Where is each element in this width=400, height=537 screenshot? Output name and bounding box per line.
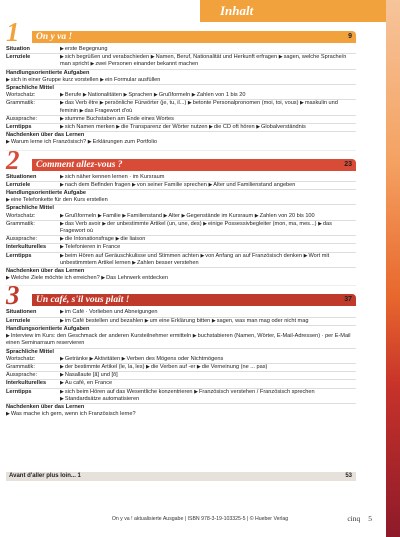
entry-item: sich in einer Gruppe kurz vorstellen	[10, 76, 99, 83]
entry-values	[60, 92, 356, 99]
arrow-icon: ▶	[278, 54, 283, 61]
entry-item: im Café bestellen und bezahlen	[64, 317, 144, 324]
row-label: Wortschatz:	[6, 212, 36, 219]
divider	[6, 285, 356, 286]
section-label: Handlungsorientierte Aufgabe	[6, 190, 86, 197]
row-label: Situationen	[6, 173, 37, 180]
entry-item: Das Lehrwerk entdecken	[106, 275, 168, 282]
entry-values	[6, 197, 356, 204]
arrow-icon: ▶	[300, 100, 304, 107]
mittel-row	[6, 116, 356, 124]
arrow-icon: ▶	[123, 92, 128, 99]
entry-item: zwei Personen einander bekannt machen	[95, 61, 199, 68]
mittel-row	[6, 213, 356, 221]
unit-page-number: 9	[348, 33, 352, 40]
unit-header[interactable]	[6, 144, 356, 175]
entry-item: die Intonationsfrage	[64, 236, 114, 243]
row-label: Lerntipps	[6, 124, 32, 131]
row-label: Lernziele	[6, 181, 31, 188]
unit-number: 2	[6, 144, 20, 175]
entry-item: persönliche Fürwörter (je, tu, il...)	[104, 100, 187, 107]
nachdenken-row	[6, 275, 356, 282]
entry-item: das Verb être	[64, 100, 99, 107]
arrow-icon: ▶	[146, 363, 150, 370]
row-label: Lerntipps	[6, 252, 32, 259]
side-color-stripe	[386, 0, 400, 537]
lerntipps-row	[6, 389, 356, 404]
aufgaben-row	[6, 333, 356, 348]
entry-item: Erklärungen zum Portfolio	[92, 139, 157, 146]
entry-item: Nasallaute [ã] und [õ]	[64, 372, 118, 379]
entry-values	[60, 253, 356, 267]
unit-title: On y va !	[36, 32, 73, 42]
row-label: Aussprache:	[6, 372, 38, 379]
arrow-icon: ▶	[60, 100, 64, 107]
arrow-icon: ▶	[60, 317, 64, 324]
entry-item: die Verneinung (ne ... pas)	[201, 363, 268, 370]
table-of-contents	[6, 17, 356, 418]
arrow-icon: ▶	[254, 212, 259, 219]
arrow-icon: ▶	[100, 76, 104, 83]
nachdenken-row	[6, 139, 356, 146]
arrow-icon: ▶	[60, 363, 64, 370]
row-value	[60, 244, 356, 251]
mittel-row	[6, 92, 356, 100]
entry-item: betonte Personalpronomen (moi, toi, vous)	[192, 100, 299, 107]
mittel-row	[6, 356, 356, 364]
entry-values	[60, 364, 356, 371]
entry-item: Alter und Familienstand angeben	[213, 181, 296, 188]
entry-values	[60, 182, 356, 189]
page-folio	[347, 514, 372, 523]
entry-item: Familie	[102, 212, 121, 219]
entry-item: Was mache ich gern, wenn ich Französisch lerne?	[10, 411, 136, 418]
arrow-icon: ▶	[192, 333, 197, 340]
arrow-icon: ▶	[122, 212, 127, 219]
entry-item: sich näher kennen lernen · im Kursraum	[64, 173, 165, 180]
folio-page-number: 5	[368, 514, 372, 523]
entry-item: die Verben auf -er	[150, 363, 196, 370]
entry-item: erste Begegnung	[64, 46, 108, 52]
arrow-icon: ▶	[200, 252, 205, 259]
unit-block	[6, 144, 356, 287]
lerntipps-row	[6, 253, 356, 268]
unit-block	[6, 17, 356, 151]
arrow-icon: ▶	[115, 236, 120, 243]
section-label: Sprachliche Mittel	[6, 85, 54, 92]
entry-item: Verben des Mögens oder Nichtmögens	[126, 355, 224, 362]
folio-word: cinq	[347, 514, 361, 523]
arrow-icon: ▶	[211, 317, 216, 324]
unit-header[interactable]	[6, 17, 356, 47]
row-value	[60, 380, 356, 387]
entry-item: Gegenstände im Kursraum	[186, 212, 254, 219]
entry-item: maskulin und feminin	[60, 100, 338, 114]
interkulturelles-row	[6, 244, 356, 252]
row-label: Lernziele	[6, 54, 31, 61]
row-label: Grammatik:	[6, 363, 35, 370]
entry-values	[6, 139, 356, 146]
row-label: Situationen	[6, 309, 37, 316]
entry-values	[60, 54, 356, 68]
arrow-icon: ▶	[132, 181, 136, 188]
entry-item: Zahlen von 20 bis 100	[259, 212, 315, 219]
entry-values	[6, 411, 356, 418]
arrow-icon: ▶	[90, 61, 95, 68]
unit-page-number: 37	[344, 296, 352, 304]
entry-item: Warum lerne ich Französisch?	[10, 139, 87, 146]
lernziele-row	[6, 318, 356, 326]
mittel-row	[6, 221, 356, 236]
entry-item: Grußformeln	[158, 92, 191, 99]
entry-item: das Fragewort où	[60, 220, 332, 235]
arrow-icon: ▶	[303, 252, 308, 259]
arrow-icon: ▶	[82, 92, 87, 99]
unit-number: 1	[6, 17, 20, 47]
unit-block	[6, 280, 356, 418]
arrow-icon: ▶	[60, 181, 64, 188]
arrow-icon: ▶	[181, 212, 186, 219]
entry-values	[60, 356, 356, 363]
entry-item: Getränke	[64, 355, 88, 362]
arrow-icon: ▶	[60, 372, 64, 379]
entry-item: stumme Buchstaben am Ende eines Wortes	[64, 115, 174, 122]
arrow-icon: ▶	[60, 309, 64, 316]
entry-item: sich Namen merken	[64, 124, 115, 131]
arrow-icon: ▶	[6, 275, 10, 282]
entry-item: von Anfang an auf Französisch denken	[205, 252, 303, 259]
aufgaben-row	[6, 197, 356, 205]
arrow-icon: ▶	[60, 173, 64, 180]
situation-row	[6, 174, 356, 182]
entry-item: Interview im Kurs: den Geschmack der anderen Kursteilnehmer ermitteln	[10, 333, 192, 340]
row-label: Lerntipps	[6, 388, 32, 395]
entry-values	[60, 100, 356, 114]
arrow-icon: ▶	[60, 46, 64, 52]
section-label: Nachdenken über das Lernen	[6, 403, 85, 410]
entry-item: Nationalitäten	[87, 92, 122, 99]
row-label: Aussprache:	[6, 236, 38, 243]
divider	[6, 150, 356, 151]
arrow-icon: ▶	[318, 220, 322, 227]
mittel-row	[6, 364, 356, 372]
entry-item: Zahlen besser verstehen	[137, 259, 199, 266]
entry-item: beim Hören auf Geräuschkulisse und Stimmen achten	[64, 252, 199, 259]
entry-values	[6, 77, 356, 84]
arrow-icon: ▶	[116, 124, 121, 131]
row-label: Interkulturelles	[6, 380, 47, 387]
row-label: Grammatik:	[6, 220, 35, 227]
entry-item: sagen, welche Sprache/n man spricht	[60, 54, 347, 68]
arrow-icon: ▶	[187, 100, 192, 107]
section-label: Handlungsorientierte Aufgaben	[6, 69, 90, 76]
entry-values	[6, 275, 356, 282]
entry-item: Zahlen von 1 bis 20	[196, 92, 246, 99]
arrow-icon: ▶	[60, 236, 64, 243]
entry-item: die liaison	[120, 236, 146, 243]
mittel-row	[6, 372, 356, 380]
unit-page-number: 23	[344, 160, 352, 168]
lernziele-row	[6, 182, 356, 190]
entry-item: Telefonieren in France	[64, 244, 121, 251]
unit-title-bar[interactable]	[32, 294, 356, 306]
entry-item: Berufe	[64, 92, 82, 99]
arrow-icon: ▶	[153, 92, 158, 99]
arrow-icon: ▶	[60, 92, 64, 99]
arrow-icon: ▶	[60, 124, 64, 131]
entry-item: ein Formular ausfüllen	[104, 76, 161, 83]
entry-item: der bestimmte Artikel (le, la, les)	[64, 363, 145, 370]
unit-title-bar[interactable]	[32, 31, 356, 43]
unit-number: 3	[6, 280, 20, 311]
entry-item: sich begrüßen und verabschieden	[64, 54, 150, 61]
row-label: Wortschatz:	[6, 92, 36, 99]
lernziele-row	[6, 54, 356, 69]
mittel-row	[6, 236, 356, 244]
entry-values	[60, 318, 356, 325]
arrow-icon: ▶	[6, 197, 10, 204]
arrow-icon: ▶	[101, 275, 106, 282]
entry-item: Grußformeln	[64, 212, 97, 219]
section-label: Nachdenken über das Lernen	[6, 132, 85, 139]
section-label: Sprachliche Mittel	[6, 205, 54, 212]
aufgaben-row	[6, 77, 356, 85]
entry-item: Wort mit unbestimmtem Artikel lernen	[60, 252, 330, 266]
arrow-icon: ▶	[99, 100, 104, 107]
row-value	[60, 46, 356, 53]
arrow-icon: ▶	[203, 220, 207, 227]
entry-item: sagen, was man mag oder nicht mag	[216, 317, 309, 324]
arrow-icon: ▶	[60, 244, 64, 251]
arrow-icon: ▶	[208, 181, 213, 188]
entry-item: Namen, Beruf, Nationalität und Herkunft erfragen	[155, 54, 278, 61]
arrow-icon: ▶	[60, 252, 64, 259]
row-value	[60, 174, 356, 181]
review-page-number: 53	[345, 473, 352, 479]
arrow-icon: ▶	[163, 212, 168, 219]
arrow-icon: ▶	[60, 355, 64, 362]
section-label: Sprachliche Mittel	[6, 348, 54, 355]
mittel-row	[6, 100, 356, 115]
entry-item: Französisch verstehen / Französisch sprechen	[198, 388, 315, 395]
entry-item: Globalverständnis	[261, 124, 306, 131]
entry-values	[60, 372, 356, 379]
row-label: Grammatik:	[6, 100, 35, 107]
entry-item: Sprachen	[128, 92, 153, 99]
arrow-icon: ▶	[191, 92, 196, 99]
nachdenken-row	[6, 411, 356, 418]
arrow-icon: ▶	[60, 220, 64, 227]
entry-values	[60, 116, 356, 123]
arrow-icon: ▶	[97, 212, 102, 219]
entry-item: Aktivitäten	[94, 355, 121, 362]
arrow-icon: ▶	[102, 220, 107, 227]
interkulturelles-row	[6, 380, 356, 388]
row-label: Aussprache:	[6, 115, 38, 122]
entry-item: die Transparenz der Wörter nutzen	[121, 124, 208, 131]
arrow-icon: ▶	[60, 395, 64, 402]
entry-item: nach dem Befinden fragen	[64, 181, 131, 188]
arrow-icon: ▶	[60, 212, 64, 219]
arrow-icon: ▶	[132, 259, 136, 266]
unit-header[interactable]	[6, 280, 356, 311]
entry-values	[60, 124, 356, 131]
arrow-icon: ▶	[150, 54, 155, 61]
review-section[interactable]	[6, 472, 356, 481]
arrow-icon: ▶	[60, 380, 64, 387]
entry-item: Alter	[168, 212, 180, 219]
entry-item: Standardsätze automatisieren	[64, 395, 140, 402]
entry-item: Au café, en France	[64, 380, 113, 387]
entry-item: die CD oft hören	[213, 124, 255, 131]
entry-values	[60, 221, 356, 235]
review-label: Avant d'aller plus loin... 1	[9, 473, 81, 479]
arrow-icon: ▶	[89, 355, 94, 362]
entry-values	[6, 333, 356, 347]
arrow-icon: ▶	[6, 76, 10, 83]
entry-item: buchstabieren (Namen, Wörter, E-Mail-Adressen) · per E-Mail einen Seminarraum reservieren	[6, 333, 351, 347]
entry-item: im Café · Vorlieben und Abneigungen	[64, 309, 158, 316]
unit-title-bar[interactable]	[32, 159, 356, 171]
arrow-icon: ▶	[209, 124, 213, 131]
unit-title: Un café, s'il vous plaît !	[36, 295, 130, 306]
arrow-icon: ▶	[256, 124, 261, 131]
entry-values	[60, 389, 356, 403]
row-value	[60, 309, 356, 316]
row-label: Wortschatz:	[6, 355, 36, 362]
arrow-icon: ▶	[79, 107, 84, 114]
section-label: Nachdenken über das Lernen	[6, 268, 85, 275]
arrow-icon: ▶	[6, 333, 10, 340]
entry-item: von seiner Familie sprechen	[136, 181, 207, 188]
page-title: Inhalt	[200, 0, 386, 22]
arrow-icon: ▶	[121, 355, 126, 362]
arrow-icon: ▶	[6, 139, 10, 146]
section-label: Handlungsorientierte Aufgaben	[6, 325, 90, 332]
row-label: Interkulturelles	[6, 244, 47, 251]
situation-row	[6, 309, 356, 317]
arrow-icon: ▶	[87, 139, 92, 146]
arrow-icon: ▶	[60, 54, 64, 61]
entry-item: das Verb avoir	[64, 220, 101, 227]
arrow-icon: ▶	[60, 115, 64, 122]
arrow-icon: ▶	[60, 388, 64, 395]
entry-item: um eine Erklärung bitten	[149, 317, 211, 324]
row-label: Situation	[6, 46, 30, 52]
entry-item: Familienstand	[127, 212, 162, 219]
row-label: Lernziele	[6, 317, 31, 324]
entry-item: einige Possessivbegleiter (mon, ma, mes...)	[208, 220, 317, 227]
arrow-icon: ▶	[144, 317, 149, 324]
entry-item: Welche Ziele möchte ich erreichen?	[10, 275, 100, 282]
arrow-icon: ▶	[196, 363, 201, 370]
unit-title: Comment allez-vous ?	[36, 159, 123, 170]
lerntipps-row	[6, 124, 356, 132]
situation-row	[6, 46, 356, 54]
entry-values	[60, 236, 356, 243]
entry-item: das Fragewort d'où	[84, 107, 133, 114]
footer-imprint: On y va ! aktualisierte Ausgabe | ISBN 978-3-19-103325-5 | © Hueber Verlag	[111, 516, 289, 522]
entry-item: eine Telefonkette für den Kurs erstellen	[10, 197, 108, 204]
arrow-icon: ▶	[6, 411, 10, 418]
entry-item: sich beim Hören auf das Wesentliche konzentrieren	[64, 388, 193, 395]
arrow-icon: ▶	[194, 388, 198, 395]
entry-values	[60, 213, 356, 220]
entry-item: der unbestimmte Artikel (un, une, des)	[107, 220, 202, 227]
